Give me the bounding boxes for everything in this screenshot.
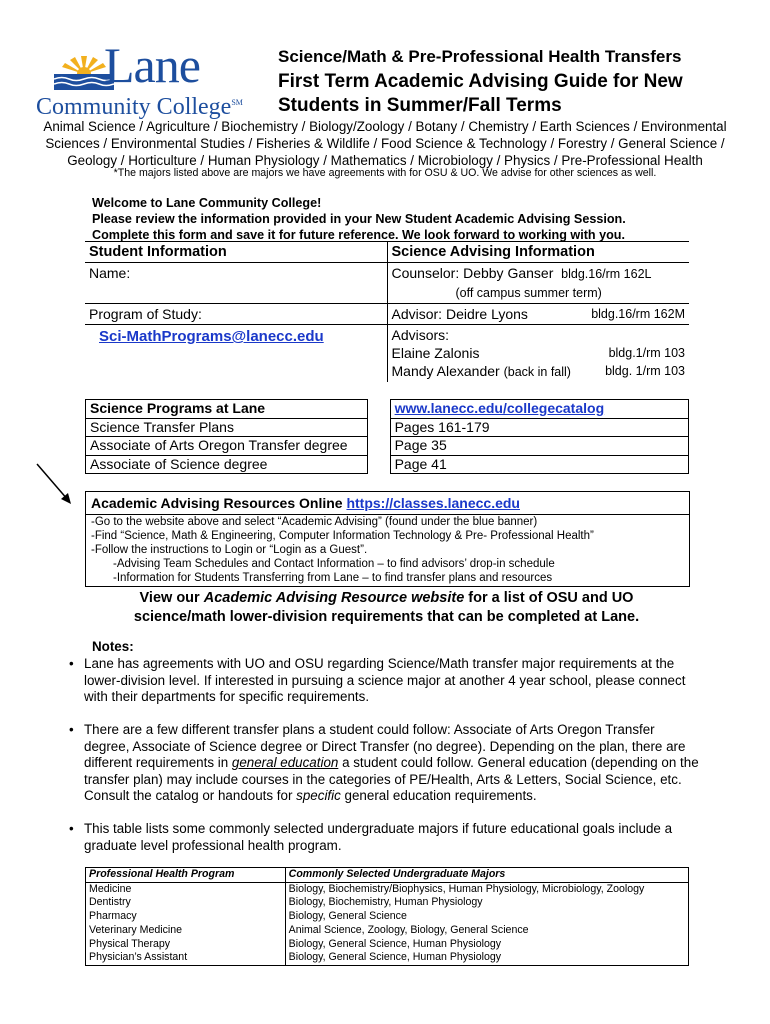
program-row: Science Transfer Plans Pages 161-179 — [86, 418, 689, 437]
note-bullet: • There are a few different transfer plans a student could follow: Associate of Arts Oregon Transfer degree, Associate of Science degree or Direct Transfer (no degree). Depending on the plan, there are different requirements in general education a student could follow. General education (depending on the transfer plan) may include courses in the categories of PE/Health, Arts & Letters, Social Science, etc. Consult the catalog or handouts for specific general education requirements. — [69, 722, 699, 803]
logo-community-college: Community College℠ — [36, 94, 243, 120]
note-bullet: • Lane has agreements with UO and OSU regarding Science/Math transfer major requirements at the lower-division level. If interested in pursuing a science major at another 4 year school, please connect with their departments for specific requirements. — [69, 656, 686, 704]
resource-step: -Find “Science, Math & Engineering, Computer Information Technology & Pre- Professional Health” — [91, 530, 594, 542]
advising-info-heading: Science Advising Information — [387, 242, 689, 263]
resource-step: -Advising Team Schedules and Contact Information – to find advisors’ drop-in schedule — [113, 558, 555, 570]
resource-website-callout: View our Academic Advising Resource website for a list of OSU and UO science/math lower-division requirements that can be completed at Lane. — [133, 590, 640, 625]
table-row: Pharmacy Biology, General Science — [86, 910, 689, 924]
table-row: Veterinary Medicine Animal Science, Zoology, Biology, General Science — [86, 924, 689, 938]
advising-resources-box — [85, 491, 690, 587]
student-info-heading: Student Information — [85, 242, 387, 263]
table-row: Dentistry Biology, Biochemistry, Human Physiology — [86, 896, 689, 910]
program-row: Associate of Arts Oregon Transfer degree Page 35 — [86, 437, 689, 456]
student-info-table — [85, 241, 689, 382]
counselor-info: Counselor: Debby Ganser bldg.16/rm 162L (off campus summer term) — [387, 263, 689, 304]
program-of-study-field[interactable]: Program of Study: — [85, 304, 387, 325]
classes-link[interactable]: https://classes.lanecc.edu — [346, 495, 520, 511]
resource-step: -Go to the website above and select “Academic Advising” (found under the blue banner) — [91, 516, 538, 528]
name-field[interactable]: Name: — [85, 263, 387, 304]
table-row: Physical Therapy Biology, General Science, Human Physiology — [86, 938, 689, 952]
catalog-link[interactable]: www.lanecc.edu/collegecatalog — [394, 400, 605, 416]
programs-heading: Science Programs at Lane — [86, 400, 368, 419]
majors-list: Animal Science / Agriculture / Biochemistry / Biology/Zoology / Botany / Chemistry / Earth Sciences / Environmental Sciences / Environmental Studies / Fisheries & Wildlife / Food Science & Technology / Forestry / General Science / Geology / Horticulture / Human Physiology / Mathematics / Microbiology / Physics / Pre-Professional Health — [43, 119, 727, 168]
page-title: First Term Academic Advising Guide for New Students in Summer/Fall Terms — [278, 71, 683, 116]
science-programs-table — [85, 399, 689, 474]
logo-lane: Lane — [104, 37, 200, 93]
email-link[interactable]: Sci-MathPrograms@lanecc.edu — [99, 328, 324, 345]
program-row: Associate of Science degree Page 41 — [86, 455, 689, 474]
page-subtitle: Science/Math & Pre-Professional Health Transfers — [278, 47, 682, 66]
note-bullet: • This table lists some commonly selected undergraduate majors if future educational goals include a graduate level professional health program. — [69, 821, 673, 853]
table-row: Medicine Biology, Biochemistry/Biophysics, Human Physiology, Microbiology, Zoology — [86, 882, 689, 896]
column-header: Commonly Selected Undergraduate Majors — [285, 868, 688, 883]
resources-heading: Academic Advising Resources Online https://classes.lanecc.edu — [86, 492, 689, 515]
arrow-pointer-icon — [34, 462, 74, 506]
majors-footnote: *The majors listed above are majors we have agreements with for OSU & UO. We advise for other sciences as well. — [113, 167, 657, 179]
health-programs-table — [85, 867, 689, 966]
advisor-info: Advisor: Deidre Lyons bldg.16/rm 162M — [387, 304, 689, 325]
table-row: Physician’s Assistant Biology, General Science, Human Physiology — [86, 951, 689, 965]
advisors-list: Advisors: Elaine Zalonis bldg.1/rm 103 Mandy Alexander (back in fall) bldg. 1/rm 103 — [387, 325, 689, 383]
resource-step: -Follow the instructions to Login or “Login as a Guest”. — [91, 544, 368, 556]
column-header: Professional Health Program — [86, 868, 286, 883]
notes-heading: Notes: — [92, 639, 134, 654]
college-logo — [34, 37, 266, 120]
resource-step: -Information for Students Transferring from Lane – to find transfer plans and resources — [113, 572, 553, 584]
welcome-message: Welcome to Lane Community College! Please review the information provided in your New Student Academic Advising Session. Complete this form and save it for future reference. We look forward to working with you. — [92, 196, 626, 242]
